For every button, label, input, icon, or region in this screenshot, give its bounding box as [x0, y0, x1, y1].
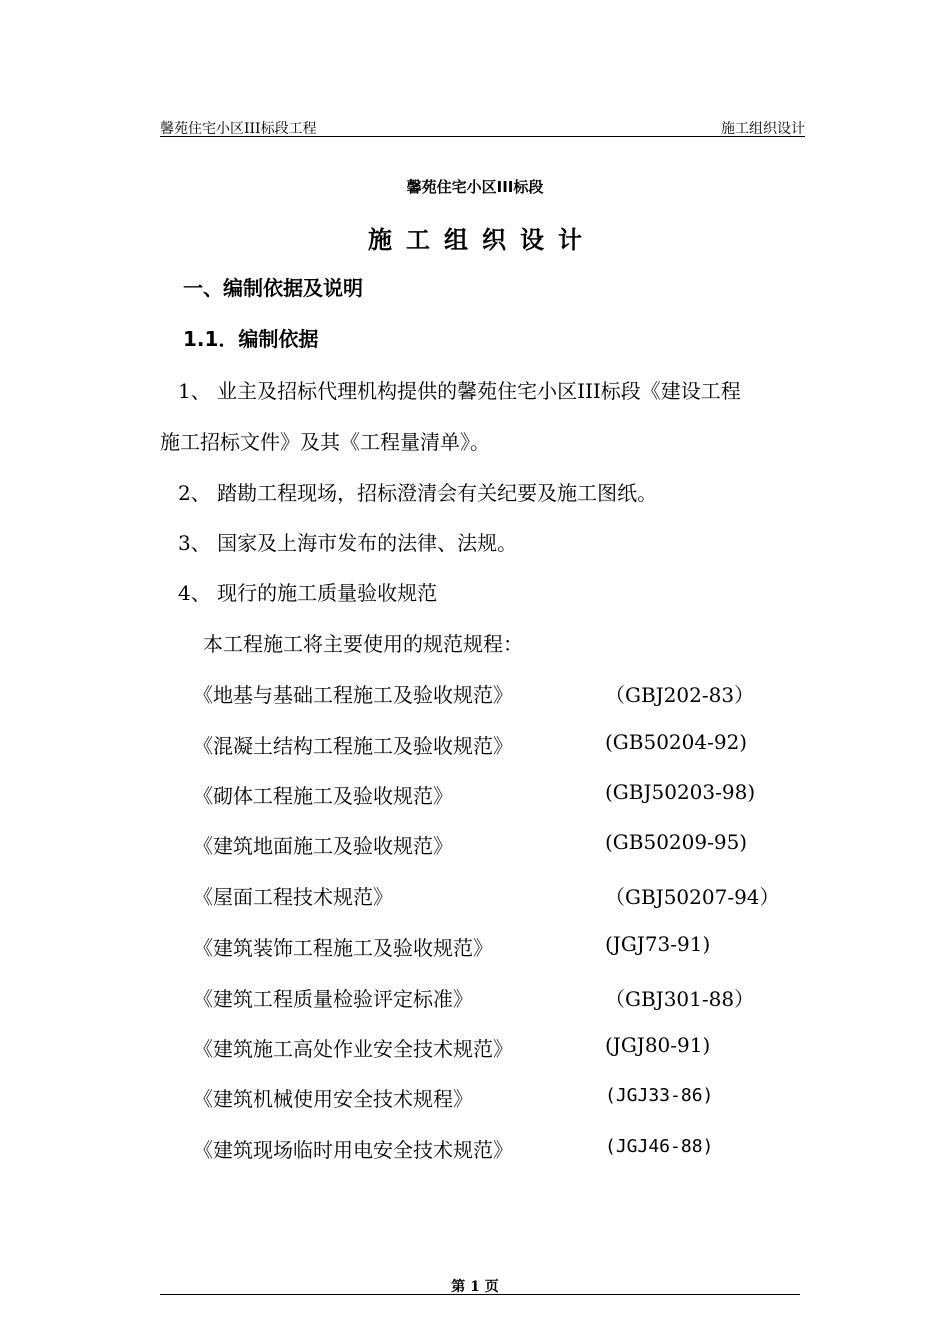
standard-name: 《混凝土结构工程施工及验收规范》 [193, 734, 513, 758]
header-rule [160, 136, 805, 137]
standard-code: （GBJ301-88） [605, 987, 755, 1011]
standard-name: 《建筑施工高处作业安全技术规范》 [193, 1037, 513, 1061]
standard-code: (GB50204-92) [605, 730, 748, 754]
section-heading: 一、编制依据及说明 [183, 276, 363, 300]
standard-code: (GB50209-95) [605, 830, 748, 854]
standard-code: (JGJ80-91) [605, 1033, 711, 1057]
list-item: 2、 踏勘工程现场，招标澄清会有关纪要及施工图纸。 [178, 481, 658, 505]
standard-code: (JGJ33-86) [605, 1085, 714, 1106]
standard-name: 《建筑工程质量检验评定标准》 [193, 987, 473, 1011]
standard-code: （GBJ50207-94） [605, 885, 780, 909]
list-item-continuation: 施工招标文件》及其《工程量清单》。 [160, 430, 490, 454]
standard-name: 《建筑现场临时用电安全技术规范》 [193, 1138, 513, 1162]
standard-name: 《建筑地面施工及验收规范》 [193, 834, 453, 858]
document-subtitle: 馨苑住宅小区III标段 [406, 178, 544, 196]
standard-name: 《地基与基础工程施工及验收规范》 [193, 683, 513, 707]
standard-name: 《屋面工程技术规范》 [193, 885, 393, 909]
standard-code: (GBJ50203-98) [605, 780, 756, 804]
document-title: 施工组织设计 [368, 226, 596, 254]
standard-code: (JGJ46-88) [605, 1136, 714, 1157]
footer-rule [160, 1294, 800, 1295]
standards-intro: 本工程施工将主要使用的规范规程： [203, 632, 523, 656]
standard-name: 《砌体工程施工及验收规范》 [193, 784, 453, 808]
standard-code: (JGJ73-91) [605, 932, 711, 956]
subsection-heading: 1.1．编制依据 [183, 327, 319, 351]
page-number: 第 1 页 [451, 1279, 499, 1295]
standard-name: 《建筑机械使用安全技术规程》 [193, 1087, 473, 1111]
list-item: 3、 国家及上海市发布的法律、法规。 [178, 531, 518, 555]
list-item: 1、 业主及招标代理机构提供的馨苑住宅小区III标段《建设工程 [178, 379, 741, 403]
list-item: 4、 现行的施工质量验收规范 [178, 581, 438, 605]
standard-name: 《建筑装饰工程施工及验收规范》 [193, 936, 493, 960]
standard-code: （GBJ202-83） [605, 683, 755, 707]
header-document-type: 施工组织设计 [721, 121, 805, 137]
header-project-name: 馨苑住宅小区III标段工程 [160, 121, 317, 137]
